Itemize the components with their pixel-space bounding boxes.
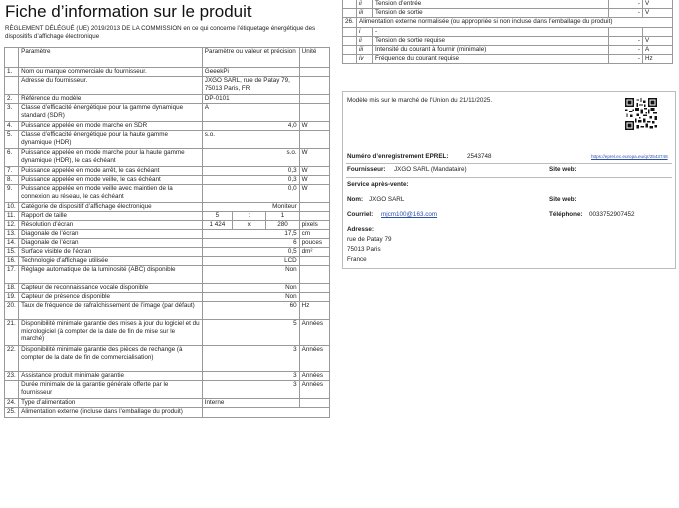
row-number: 20. (5, 302, 19, 320)
row-value: Non (202, 284, 299, 293)
row-parameter: Adresse du fournisseur. (19, 77, 203, 95)
row-value: - (609, 9, 643, 18)
row-label: Fréquence du courant requise (373, 55, 609, 64)
row-label: Intensité du courant à fournir (minimale) (373, 46, 609, 55)
row-unit (299, 293, 329, 302)
row-value: 3 (202, 381, 299, 399)
name-label: Nom: (347, 196, 364, 203)
table-row (5, 257, 330, 266)
table-row (5, 68, 330, 77)
row-number: 18. (5, 284, 19, 293)
table-row (5, 149, 330, 167)
row-parameter: Rapport de taille (19, 212, 203, 221)
row-value: - (609, 0, 643, 9)
row-parameter: Disponibilité minimale garantie des pièces de rechange (à compter de la date de fin de commercialisation) (19, 346, 203, 372)
table-row (5, 346, 330, 372)
table-row (343, 0, 673, 9)
row-unit (299, 131, 329, 149)
row-value: GeeekPi (202, 68, 299, 77)
row-value: LCD (202, 257, 299, 266)
row-ratio-part: 1 (266, 212, 299, 221)
row-label: Alimentation externe normalisée (ou appropriée si non incluse dans l’emballage du produit) (357, 18, 673, 28)
row-number: 23. (5, 372, 19, 381)
row-value: - (609, 37, 643, 46)
row-value: 6 (202, 239, 299, 248)
row-number: 2. (5, 95, 19, 104)
row-value: 3 (202, 372, 299, 381)
table-row (5, 95, 330, 104)
row-parameter: Capteur de présence disponible (19, 293, 203, 302)
table-row (5, 203, 330, 212)
row-index: iii (357, 9, 373, 18)
web-label-2: Site web: (549, 196, 577, 203)
row-number: 21. (5, 320, 19, 346)
row-number (5, 381, 19, 399)
row-number: 4. (5, 122, 19, 131)
row-index: iv (357, 55, 373, 64)
row-value: 0,3 (202, 167, 299, 176)
market-date: Modèle mis sur le marché de l’Union du 21/11/2025. (347, 97, 493, 104)
product-info-table (4, 47, 330, 418)
row-parameter: Durée minimale de la garantie générale offerte par le fournisseur (19, 381, 203, 399)
power-supply-table (342, 0, 673, 64)
row-unit (299, 212, 329, 221)
table-row (5, 239, 330, 248)
row-number: 24. (5, 399, 19, 408)
table-row (5, 248, 330, 257)
table-row (343, 37, 673, 46)
row-unit: pixels (299, 221, 329, 230)
row-unit: W (299, 185, 329, 203)
row-value: 0,0 (202, 185, 299, 203)
table-row (5, 302, 330, 320)
table-row (343, 46, 673, 55)
row-value: Interne (202, 399, 299, 408)
row-parameter: Réglage automatique de la luminosité (ABC) disponible (19, 266, 203, 284)
row-number: 11. (5, 212, 19, 221)
mail-link[interactable]: mjcm100@163.com (381, 211, 438, 218)
row-value: 5 (202, 320, 299, 346)
row-ratio-part: 280 (266, 221, 299, 230)
row-unit: W (299, 122, 329, 131)
row-number: 9. (5, 185, 19, 203)
table-row (5, 399, 330, 408)
row-unit: pouces (299, 239, 329, 248)
row-parameter: Résolution d’écran (19, 221, 203, 230)
row-value: 60 (202, 302, 299, 320)
row-value: 0,5 (202, 248, 299, 257)
mail-label: Courriel: (347, 211, 374, 218)
row-parameter: Catégorie de dispositif d’affichage électronique (19, 203, 203, 212)
row-index: ii (357, 37, 373, 46)
row-unit: Hz (643, 55, 673, 64)
row-parameter: Type d’alimentation (19, 399, 203, 408)
row-parameter: Disponibilité minimale garantie des mises à jour du logiciel et du micrologiciel (à compter de la date de fin de mise sur le marché) (19, 320, 203, 346)
eprel-link[interactable]: https://eprel.ec.europa.eu/qr/2543748 (591, 154, 668, 159)
row-unit: W (299, 149, 329, 167)
row-number: 22. (5, 346, 19, 372)
row-parameter: Puissance appelée en mode veille avec maintien de la connexion au réseau, le cas échéant (19, 185, 203, 203)
row-number (5, 77, 19, 95)
table-row (5, 212, 330, 221)
row-value: Moniteur (202, 203, 299, 212)
address-line-3: France (347, 256, 367, 263)
row-number: 14. (5, 239, 19, 248)
table-row (5, 104, 330, 122)
row-parameter: Assistance produit minimale garantie (19, 372, 203, 381)
row-spacer (343, 55, 357, 64)
row-parameter: Puissance appelée en mode arrêt, le cas échéant (19, 167, 203, 176)
table-row (5, 293, 330, 302)
row-label: Tension de sortie requise (373, 37, 609, 46)
table-row (5, 284, 330, 293)
row-spacer (343, 28, 357, 37)
header-param: Paramètre (19, 48, 203, 68)
row-index: i (357, 28, 373, 37)
row-unit: W (299, 167, 329, 176)
row-index: iii (357, 46, 373, 55)
row-unit: W (299, 176, 329, 185)
row-unit: A (643, 46, 673, 55)
row-number: 10. (5, 203, 19, 212)
table-row (5, 221, 330, 230)
table-row (5, 381, 330, 399)
row-unit: Années (299, 346, 329, 372)
row-parameter: Classe d’efficacité énergétique pour la haute gamme dynamique (HDR) (19, 131, 203, 149)
row-unit (299, 257, 329, 266)
row-unit (643, 28, 673, 37)
table-row (5, 320, 330, 346)
row-parameter: Alimentation externe (incluse dans l’emballage du produit) (19, 408, 203, 418)
row-parameter: Puissance appelée en mode marche en SDR (19, 122, 203, 131)
row-number: 3. (5, 104, 19, 122)
row-unit: Années (299, 372, 329, 381)
row-value: 3 (202, 346, 299, 372)
table-row (5, 266, 330, 284)
row-parameter: Classe d’efficacité énergétique pour la gamme dynamique standard (SDR) (19, 104, 203, 122)
header-value: Paramètre ou valeur et précision (202, 48, 299, 68)
row-unit: Années (299, 320, 329, 346)
row-value: Non (202, 293, 299, 302)
row-number: 19. (5, 293, 19, 302)
row-value: 17,5 (202, 230, 299, 239)
row-ratio-part: : (233, 212, 266, 221)
row-number: 17. (5, 266, 19, 284)
row-spacer (343, 46, 357, 55)
row-value: s.o. (202, 131, 299, 149)
eprel-panel (342, 91, 676, 269)
table-row (5, 230, 330, 239)
row-parameter: Taux de fréquence de rafraîchissement de l’image (par défaut) (19, 302, 203, 320)
row-value: Non (202, 266, 299, 284)
row-number: 26. (343, 18, 357, 28)
row-value: - (609, 55, 643, 64)
table-row (5, 185, 330, 203)
regulation-text: RÈGLEMENT DÉLÉGUÉ (UE) 2019/2013 DE LA COMMISSION en ce qui concerne l’étiquetage énergétique des dispositifs d’affichage électronique (5, 25, 316, 41)
row-value: - (609, 46, 643, 55)
row-number: 1. (5, 68, 19, 77)
phone-label: Téléphone: (549, 211, 583, 218)
row-value (609, 28, 643, 37)
web-label: Site web: (549, 166, 577, 173)
table-row (5, 131, 330, 149)
row-number: 12. (5, 221, 19, 230)
row-ratio-part: 1 424 (202, 221, 232, 230)
row-value: 0,3 (202, 176, 299, 185)
table-row (343, 28, 673, 37)
row-unit: dm² (299, 248, 329, 257)
after-sales-label: Service après-vente: (347, 181, 409, 188)
row-unit (299, 68, 329, 77)
row-value: 4,0 (202, 122, 299, 131)
address-label: Adresse: (347, 226, 374, 233)
table-row (5, 167, 330, 176)
row-number: 8. (5, 176, 19, 185)
row-spacer (343, 37, 357, 46)
row-unit (299, 77, 329, 95)
row-ratio-part: 5 (202, 212, 232, 221)
row-number: 5. (5, 131, 19, 149)
table-row (5, 408, 330, 418)
name-value: JXGO SARL (369, 196, 405, 203)
row-parameter: Diagonale de l’écran (19, 239, 203, 248)
supplier-value: JXGO SARL (Mandataire) (394, 166, 467, 173)
qr-code-icon (625, 98, 657, 130)
row-empty (202, 408, 329, 418)
row-value: DP-0101 (202, 95, 299, 104)
table-row (5, 372, 330, 381)
row-ratio-part: x (233, 221, 266, 230)
row-unit: Années (299, 381, 329, 399)
row-parameter: Nom ou marque commerciale du fournisseur. (19, 68, 203, 77)
row-index: ii (357, 0, 373, 9)
row-unit (299, 284, 329, 293)
row-parameter: Diagonale de l’écran (19, 230, 203, 239)
row-unit: cm (299, 230, 329, 239)
row-unit: V (643, 9, 673, 18)
address-line-1: rue de Patay 79 (347, 236, 392, 243)
page-title: Fiche d’information sur le produit (5, 2, 252, 21)
supplier-label: Fournisseur: (347, 166, 386, 173)
row-unit (299, 104, 329, 122)
row-parameter: Technologie d’affichage utilisée (19, 257, 203, 266)
eprel-value: 2543748 (467, 153, 492, 160)
table-row (343, 55, 673, 64)
row-unit (299, 95, 329, 104)
row-unit (299, 399, 329, 408)
table-row (5, 176, 330, 185)
row-parameter: Puissance appelée en mode marche pour la haute gamme dynamique (HDR), le cas échéant (19, 149, 203, 167)
row-unit: V (643, 0, 673, 9)
row-label: - (373, 28, 609, 37)
table-row (5, 122, 330, 131)
row-number: 7. (5, 167, 19, 176)
row-value: JXGO SARL, rue de Patay 79, 75013 Paris, FR (202, 77, 299, 95)
row-number: 6. (5, 149, 19, 167)
row-parameter: Puissance appelée en mode veille, le cas échéant (19, 176, 203, 185)
phone-value: 0033752907452 (589, 211, 635, 218)
row-unit (299, 203, 329, 212)
row-parameter: Référence du modèle (19, 95, 203, 104)
address-line-2: 75013 Paris (347, 246, 381, 253)
row-unit: Hz (299, 302, 329, 320)
row-number: 13. (5, 230, 19, 239)
row-spacer (343, 0, 357, 9)
row-value: A (202, 104, 299, 122)
row-label: Tension de sortie (373, 9, 609, 18)
row-unit: V (643, 37, 673, 46)
header-unit: Unité (299, 48, 329, 68)
table-row (343, 9, 673, 18)
table-row (343, 18, 673, 28)
row-number: 25. (5, 408, 19, 418)
eprel-label: Numéro d’enregistrement EPREL: (347, 153, 449, 160)
row-unit (299, 266, 329, 284)
row-parameter: Capteur de reconnaissance vocale disponible (19, 284, 203, 293)
row-label: Tension d’entrée (373, 0, 609, 9)
table-row (5, 77, 330, 95)
row-parameter: Surface visible de l’écran (19, 248, 203, 257)
row-value: s.o. (202, 149, 299, 167)
row-number: 16. (5, 257, 19, 266)
row-number: 15. (5, 248, 19, 257)
row-spacer (343, 9, 357, 18)
